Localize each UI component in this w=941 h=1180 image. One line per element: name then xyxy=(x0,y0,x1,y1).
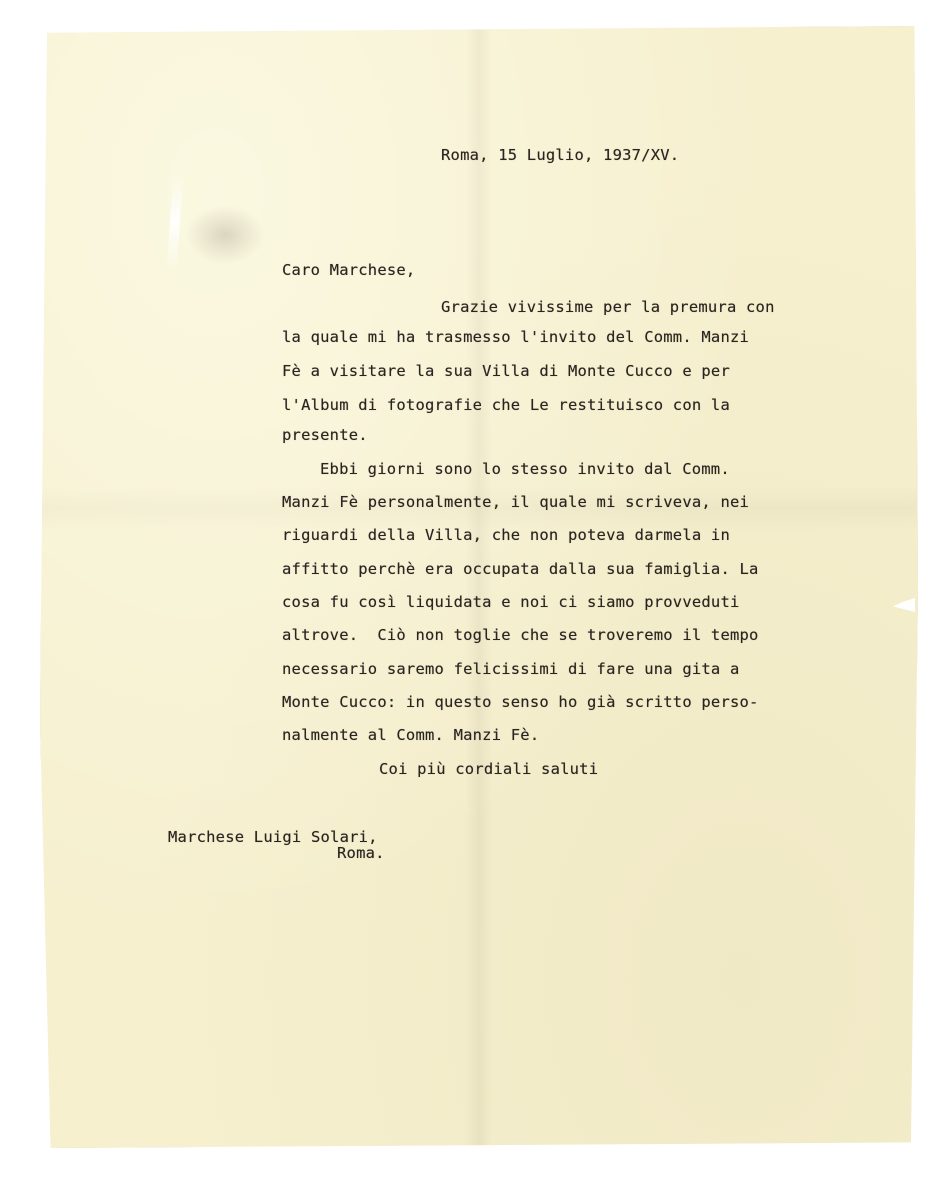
body-line: cosa fu così liquidata e noi ci siamo provveduti xyxy=(282,593,740,611)
body-line: la quale mi ha trasmesso l'invito del Comm. Manzi xyxy=(282,328,750,346)
body-line: nalmente al Comm. Manzi Fè. xyxy=(282,726,540,744)
recipient-city: Roma. xyxy=(337,844,385,862)
body-line: l'Album di fotografie che Le restituisco con la xyxy=(282,396,730,414)
body-line: necessario saremo felicissimi di fare una gita a xyxy=(282,660,740,678)
body-line: Grazie vivissime per la premura con xyxy=(441,298,775,316)
body-line: altrove. Ciò non toglie che se troveremo il tempo xyxy=(282,626,759,644)
body-line: Fè a visitare la sua Villa di Monte Cucco e per xyxy=(282,362,730,380)
body-line: Manzi Fè personalmente, il quale mi scriveva, nei xyxy=(282,493,750,511)
body-line: riguardi della Villa, che non poteva darmela in xyxy=(282,526,730,544)
body-line: Ebbi giorni sono lo stesso invito dal Comm. xyxy=(320,460,730,478)
closing: Coi più cordiali saluti xyxy=(379,760,599,778)
salutation: Caro Marchese, xyxy=(282,261,416,279)
date-line: Roma, 15 Luglio, 1937/XV. xyxy=(441,146,680,164)
paper-stain xyxy=(185,205,265,265)
body-line: Monte Cucco: in questo senso ho già scritto perso- xyxy=(282,693,759,711)
body-line: presente. xyxy=(282,426,368,444)
recipient-name: Marchese Luigi Solari, xyxy=(168,828,378,846)
body-line: affitto perchè era occupata dalla sua famiglia. La xyxy=(282,560,759,578)
